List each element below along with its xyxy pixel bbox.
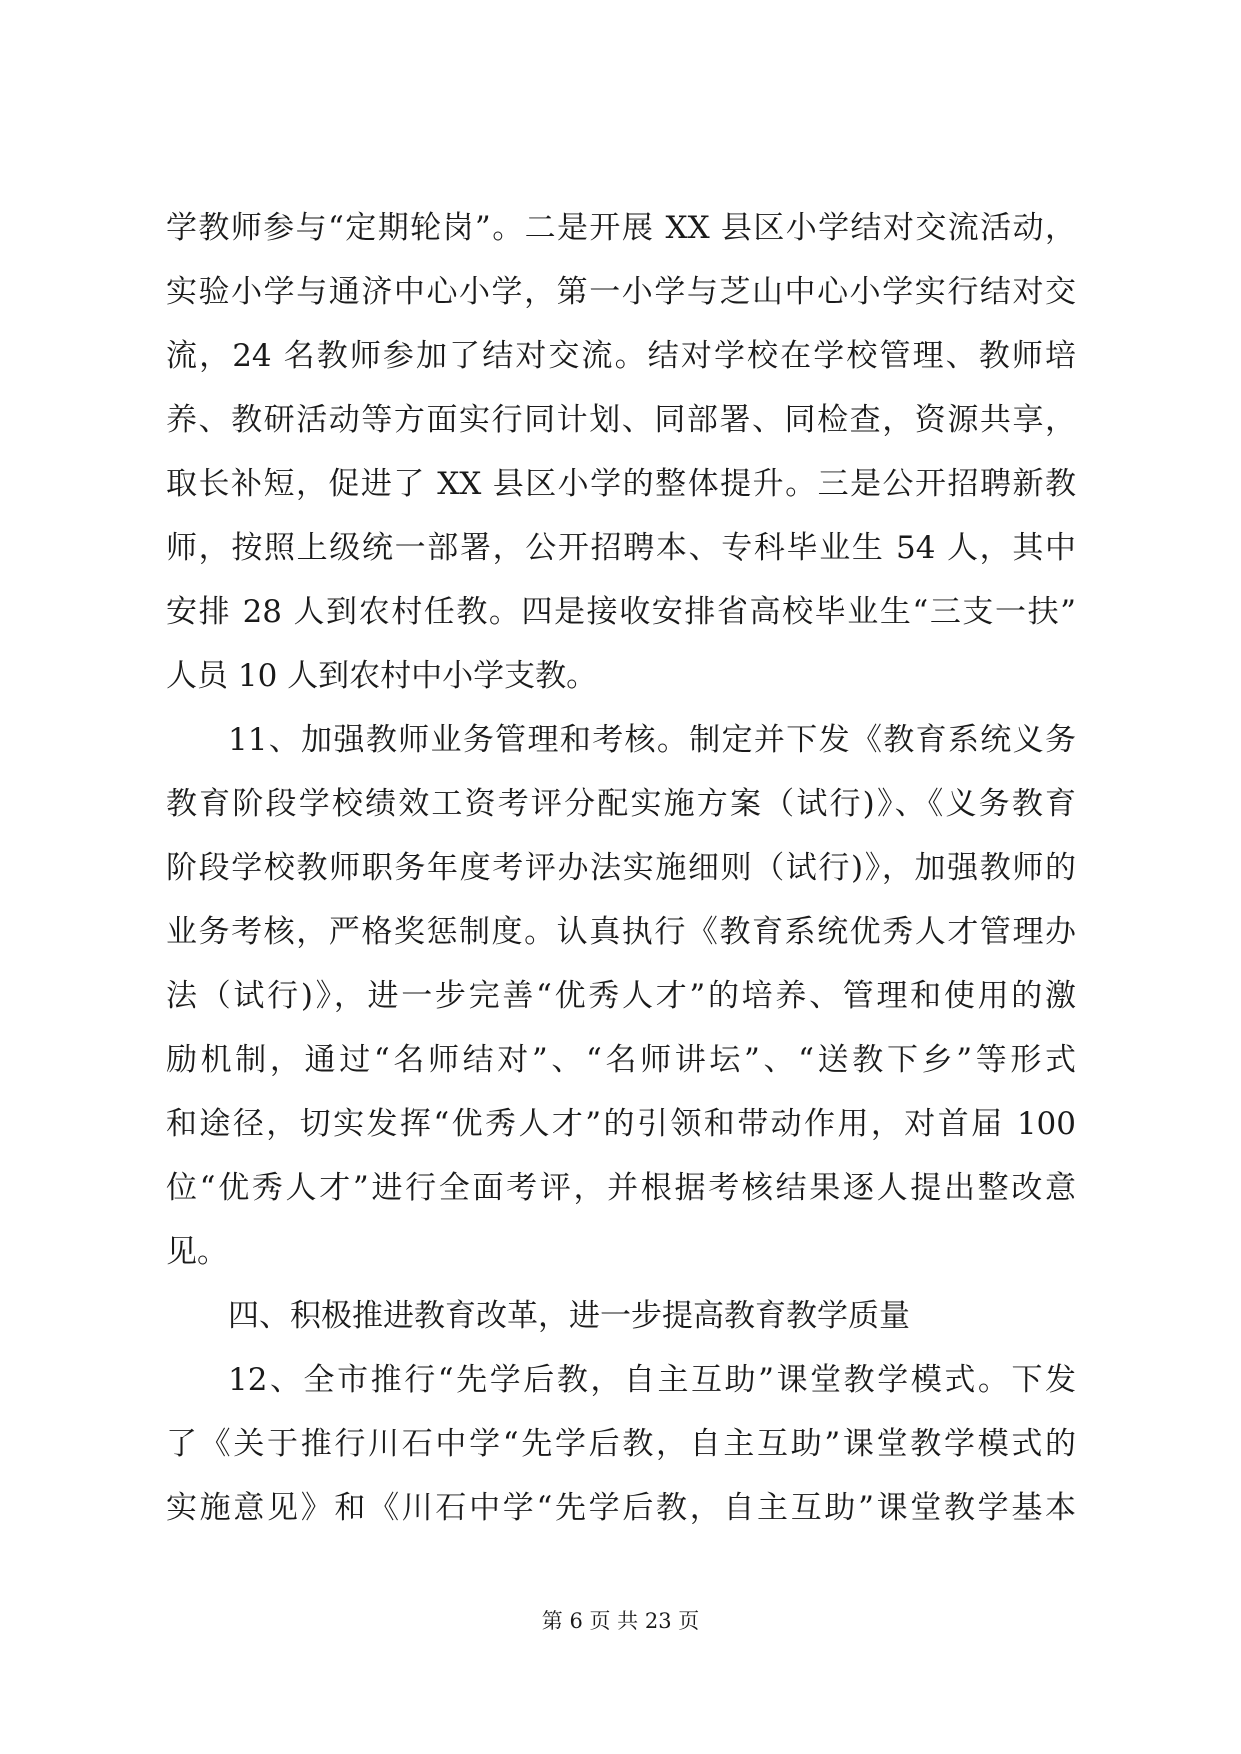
section-heading: 四、积极推进教育改革，进一步提高教育教学质量 [228, 1298, 910, 1334]
text-line: 学教师参与“定期轮岗”。二是开展 XX 县区小学结对交流活动， [166, 210, 1076, 246]
text-line: 实施意见》和《川石中学“先学后教，自主互助”课堂教学基本 [166, 1490, 1076, 1526]
text-line: 了《关于推行川石中学“先学后教，自主互助”课堂教学模式的 [166, 1426, 1076, 1462]
text-line: 位“优秀人才”进行全面考评，并根据考核结果逐人提出整改意 [166, 1170, 1076, 1206]
document-body [166, 196, 1076, 1540]
text-line: 人员 10 人到农村中小学支教。 [166, 658, 598, 694]
text-line: 教育阶段学校绩效工资考评分配实施方案（试行)》、《义务教育 [166, 786, 1076, 822]
text-line: 养、教研活动等方面实行同计划、同部署、同检查，资源共享， [166, 402, 1076, 438]
text-line: 实验小学与通济中心小学，第一小学与芝山中心小学实行结对交 [166, 274, 1076, 310]
text-line: 见。 [166, 1234, 228, 1270]
paragraph-start-line: 12、全市推行“先学后教，自主互助”课堂教学模式。下发 [228, 1362, 1076, 1398]
text-line: 法（试行)》，进一步完善“优秀人才”的培养、管理和使用的激 [166, 978, 1076, 1014]
text-line: 阶段学校教师职务年度考评办法实施细则（试行)》，加强教师的 [166, 850, 1076, 886]
text-line: 流，24 名教师参加了结对交流。结对学校在学校管理、教师培 [166, 338, 1076, 374]
page-number-footer: 第 6 页 共 23 页 [541, 1609, 700, 1633]
text-line: 师，按照上级统一部署，公开招聘本、专科毕业生 54 人，其中 [166, 530, 1076, 566]
text-line: 取长补短，促进了 XX 县区小学的整体提升。三是公开招聘新教 [166, 466, 1076, 502]
paragraph-start-line: 11、加强教师业务管理和考核。制定并下发《教育系统义务 [228, 722, 1076, 758]
text-line: 和途径，切实发挥“优秀人才”的引领和带动作用，对首届 100 [166, 1106, 1076, 1142]
text-line: 业务考核，严格奖惩制度。认真执行《教育系统优秀人才管理办 [166, 914, 1076, 950]
text-line: 励机制，通过“名师结对”、“名师讲坛”、“送教下乡”等形式 [166, 1042, 1076, 1078]
text-line: 安排 28 人到农村任教。四是接收安排省高校毕业生“三支一扶” [166, 594, 1076, 630]
